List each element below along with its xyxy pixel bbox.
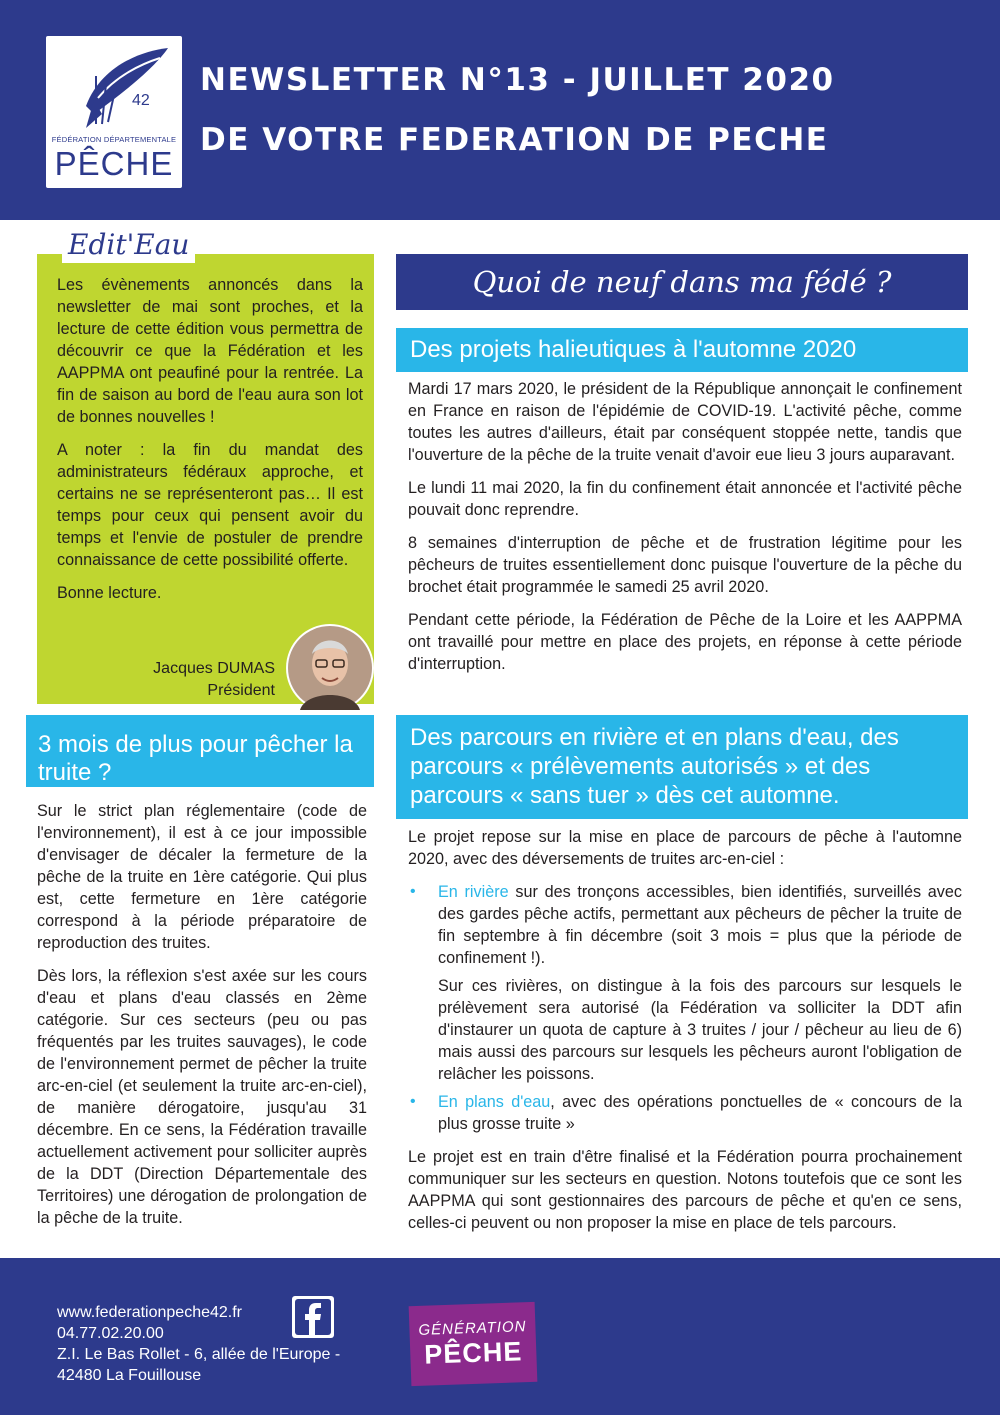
federation-logo[interactable] [46,36,182,188]
body-paragraph: Le lundi 11 mai 2020, la fin du confinement était annoncée et l'activité pêche pouvait donc reprendre. [408,479,962,519]
edito-paragraph: Les évènements annoncés dans la newsletter de mai sont proches, et la lecture de cette édition vous permettra de découvrir ce que la Fédération et les AAPPMA ont peaufiné pour la rentrée. La fin de saison au bord de l'eau aura son lot de bonnes nouvelles ! [57,276,363,426]
section-title-projets: Des projets halieutiques à l'automne 2020 [410,336,857,363]
address-line: 42480 La Fouillouse [57,1367,202,1384]
body-paragraph: Mardi 17 mars 2020, le président de la République annonçait le confinement en France en raison de l'épidémie de COVID-19. L'activité pêche, comme toutes les autres d'ailleurs, était par conséquent stoppée nette, tandis que l'ouverture de la pêche de la truite venait d'avoir eue lieu 3 jours auparavant. [408,380,962,464]
body-paragraph: Le projet est en train d'être finalisé et la Fédération pourra prochainement communiquer sur les secteurs en question. Notons toutefois que ce sont les AAPPMA qui sont gestionnaires des parcours de pêche et qu'en ce sens, celles-ci peuvent ou non proposer la mise en place de tels parcours. [408,1148,962,1232]
section-body-projets [408,378,962,686]
section-body-truite [37,800,367,1240]
bullet-text: sur des tronçons accessibles, bien identifiés, surveillés avec des gardes pêche actifs, permettant aux pêcheurs de pêcher la truite de fin septembre à fin décembre (soit 3 mois = plus que la période de confinement !). [438,883,962,967]
portrait-image-icon [286,624,374,712]
generation-peche-logo[interactable] [409,1302,538,1386]
bullet-dot-icon: • [410,883,416,900]
footer [0,1258,1000,1415]
bullet-dot-icon: • [410,1093,416,1110]
generation-text: GÉNÉRATION [418,1318,527,1339]
fish-logo-icon [46,36,182,146]
logo-federation-text: FÉDÉRATION DÉPARTEMENTALE [51,135,177,144]
edito-paragraph: A noter : la fin du mandat des administrateurs fédéraux approche, et certains ne se représenteront pas… Il est temps pour ceux qui pensent avoir du temps et l'envie de postuler de prendre connaissance de cette possibilité offerte. [57,441,363,569]
facebook-icon[interactable] [292,1296,334,1338]
section-title-parcours: Des parcours en rivière et en plans d'eau, des parcours « prélèvements autorisés » et des parcours « sans tuer » dès cet automne. [410,724,899,809]
newsletter-subtitle: DE VOTRE FEDERATION DE PECHE [200,122,829,158]
logo-number: 42 [132,92,150,109]
president-portrait [286,624,374,712]
phone-number: 04.77.02.20.00 [57,1325,164,1342]
section-title-bar-parcours [396,715,968,819]
bullet-text: , avec des opérations ponctuelles de « concours de la plus grosse truite » [438,1093,962,1133]
bullet-subparagraph: Sur ces rivières, on distingue à la fois des parcours sur lesquels le prélèvement sera autorisé (la Fédération va solliciter la DDT afin d'instaurer un quota de capture à 3 truites / jour / pêcheur au lieu de 6) mais aussi des parcours sur lesquels les pêcheurs auront l'obligation de relâcher les poissons. [438,977,962,1083]
facebook-glyph-icon [292,1296,334,1338]
section-body-parcours [408,826,962,1245]
signature-role: Président [207,682,275,699]
body-paragraph: 8 semaines d'interruption de pêche et de frustration légitime pour les pêcheurs de truites essentiellement donc puisque l'ouverture de la pêche du brochet était programmée le samedi 25 avril 2020. [408,534,962,596]
bullet-item-plans-deau [408,1091,962,1135]
body-paragraph: Dès lors, la réflexion s'est axée sur les cours d'eau et plans d'eau classés en 2ème catégorie. Sur ces secteurs (peu ou pas fréquentés par les truites sauvages), le code de l'environnement permet de pêcher la truite arc-en-ciel (et seulement la truite arc-en-ciel), de manière dérogatoire, jusqu'au 31 décembre. En ce sens, la Fédération travaille actuellement activement pour solliciter auprès de la DDT (Direction Départementale des Territoires) une dérogation de prolongation de la pêche de la truite. [37,967,367,1227]
header-banner [0,0,1000,220]
bullet-item-riviere [408,881,962,969]
address-line: Z.I. Le Bas Rollet - 6, allée de l'Europe - [57,1346,341,1363]
edito-text [57,274,363,615]
peche-text: PÊCHE [423,1336,523,1370]
edito-signature [57,658,275,702]
logo-peche-text: PÊCHE [54,145,174,182]
body-paragraph: Pendant cette période, la Fédération de Pêche de la Loire et les AAPPMA ont travaillé pour mettre en place des projets, en réponse à cette période d'interruption. [408,611,962,673]
section-title-truite: 3 mois de plus pour pêcher la truite ? [38,731,353,786]
section-title-bar-truite [26,715,374,787]
bullet-highlight: En rivière [438,883,509,901]
bullet-highlight: En plans d'eau [438,1093,551,1111]
edito-title: Edit'Eau [62,226,195,263]
body-paragraph: Le projet repose sur la mise en place de parcours de pêche à l'automne 2020, avec des déversements de truites arc-en-ciel : [408,828,962,868]
quoi-de-neuf-banner: Quoi de neuf dans ma fédé ? [396,254,968,310]
body-paragraph: Sur le strict plan réglementaire (code de l'environnement), il est à ce jour impossible d'envisager de décaler la fermeture de la pêche de la truite en 1ère catégorie. Qui plus est, cette fermeture en 1ère catégorie correspond à la période préparatoire de reproduction des truites. [37,802,367,952]
newsletter-title: NEWSLETTER N°13 - JUILLET 2020 [200,62,835,98]
website-link[interactable]: www.federationpeche42.fr [57,1304,242,1321]
signature-name: Jacques DUMAS [153,660,275,677]
edito-paragraph: Bonne lecture. [57,584,162,602]
section-title-bar-projets [396,328,968,372]
